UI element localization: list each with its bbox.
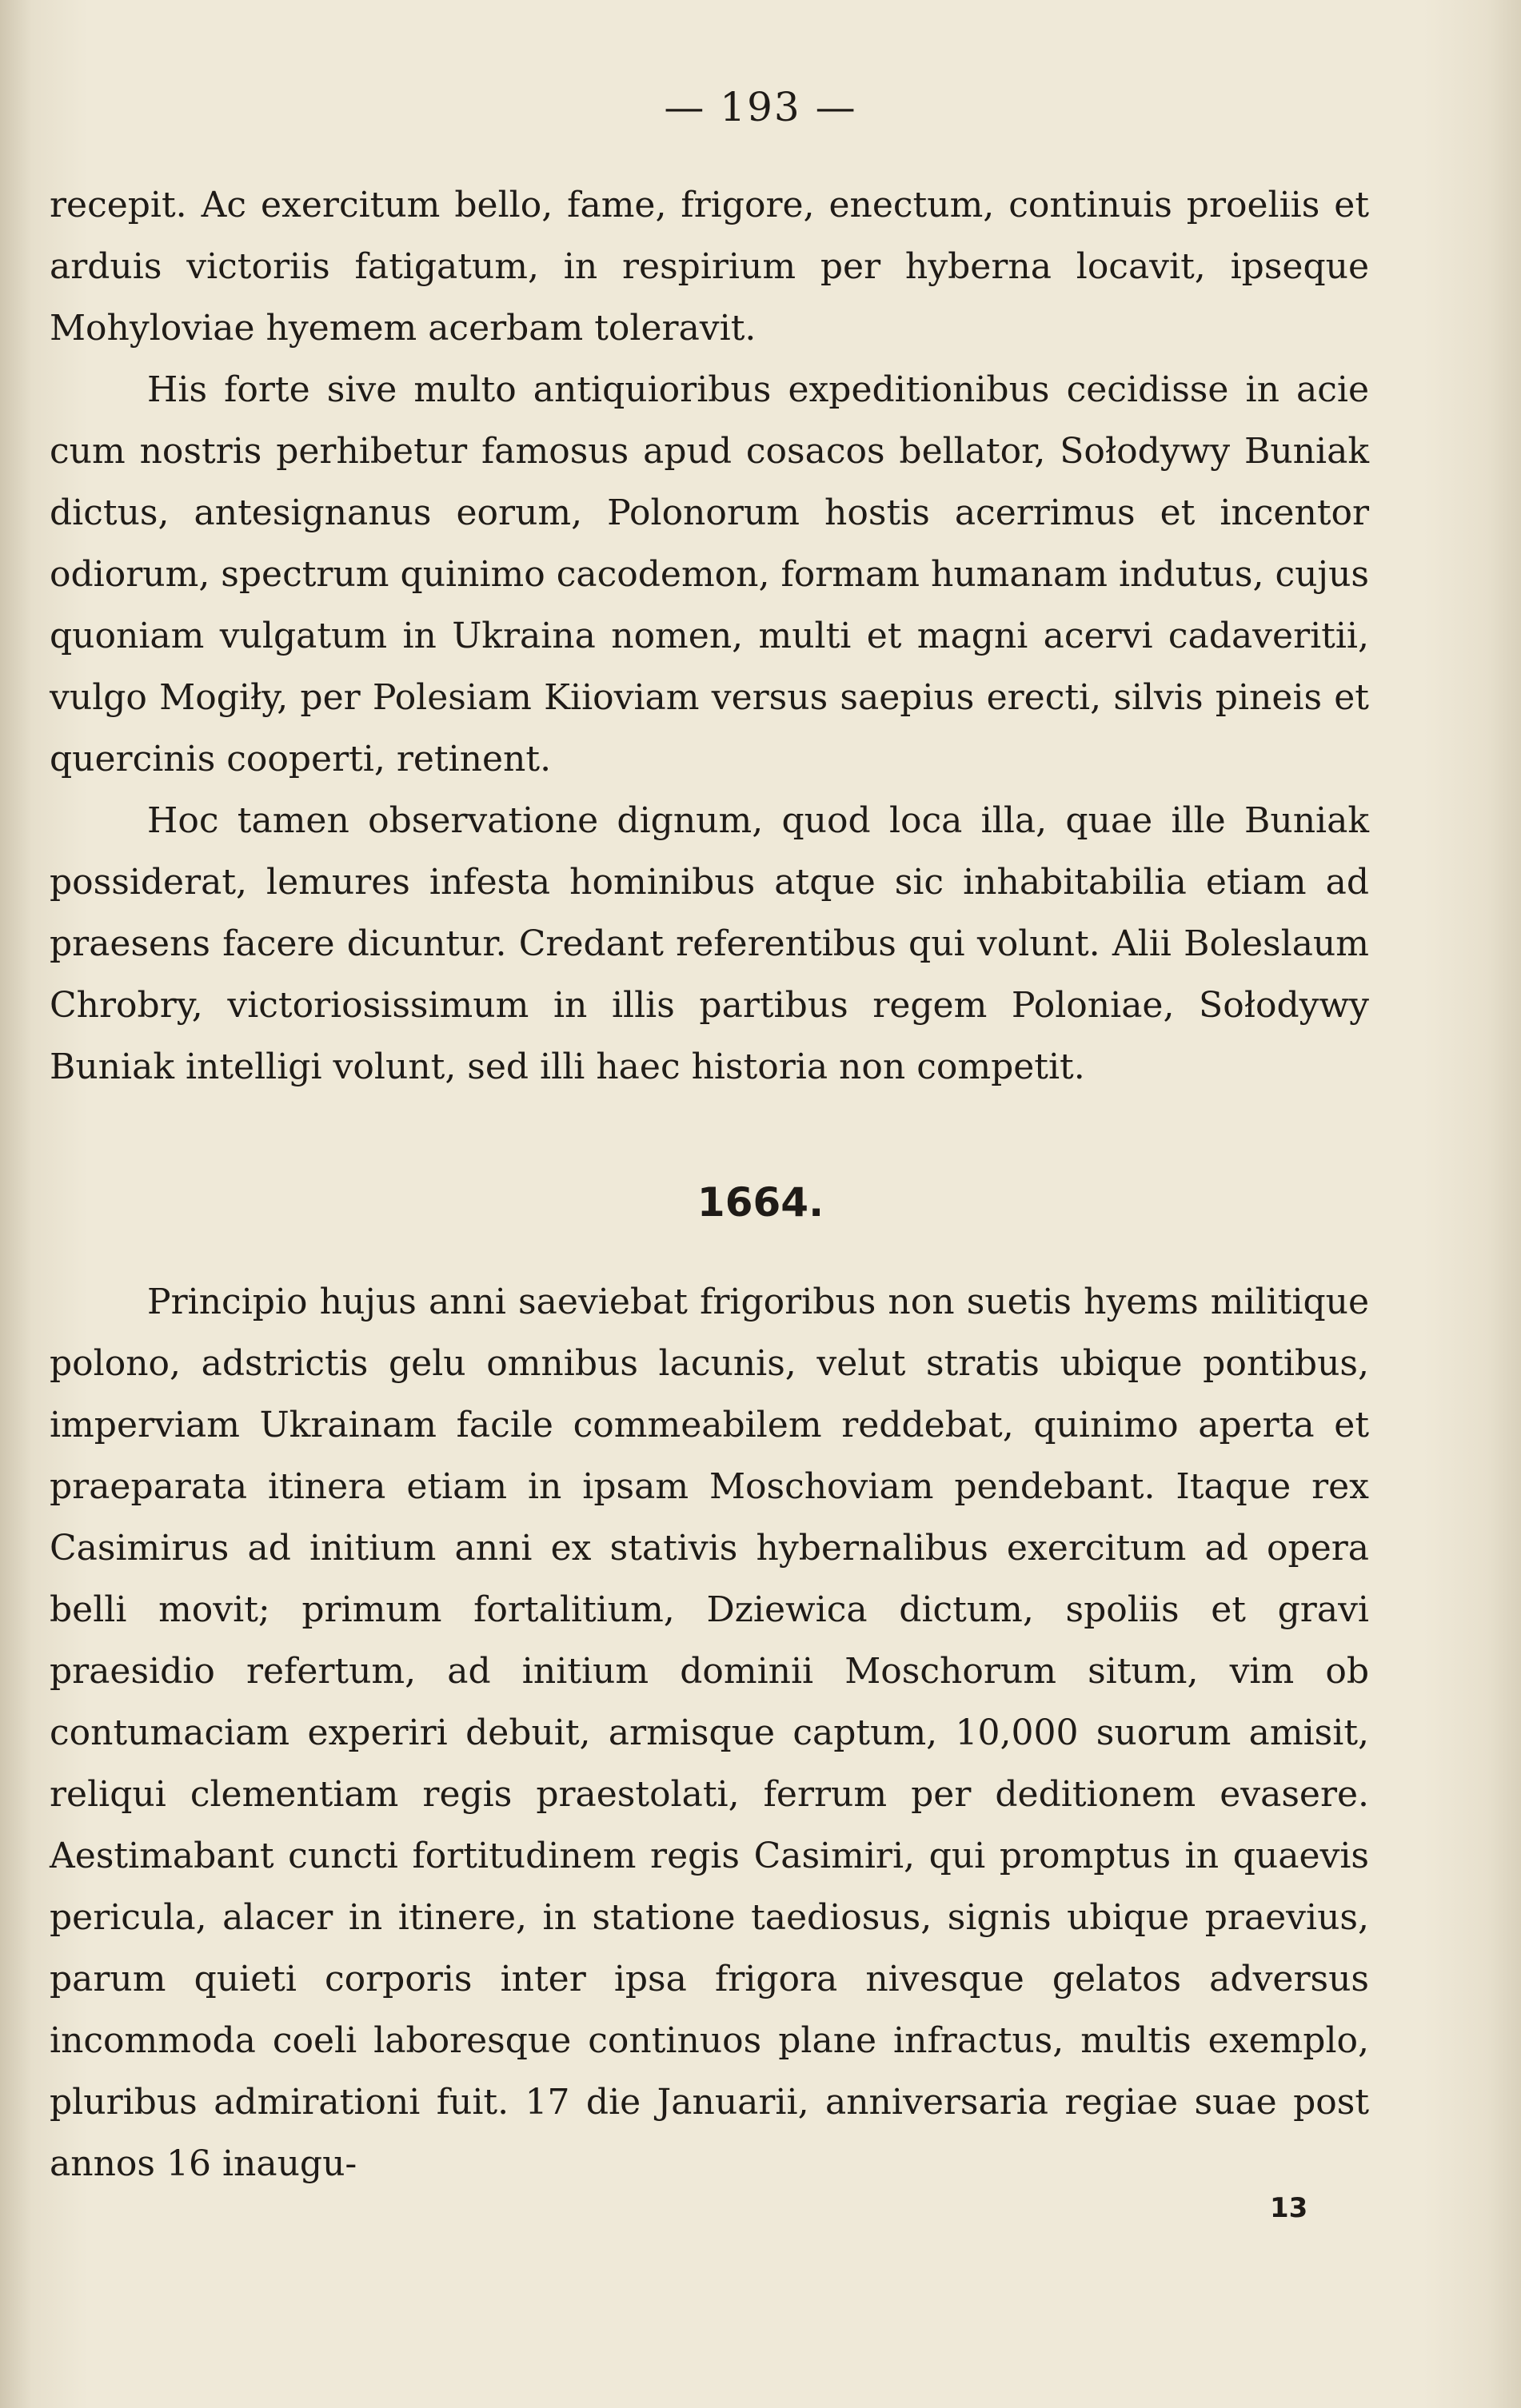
paragraph: recepit. Ac exercitum bello, fame, frigore, enectum, continuis proeliis et arduis victoriis fatigatum, in respirium per hyberna locavit, ipseque Mohyloviae hyemem acerbam toleravit. xyxy=(50,185,1369,349)
text-section-2 xyxy=(50,1271,1369,2195)
paragraph: Principio hujus anni saeviebat frigoribus non suetis hyems militique polono, adstrictis gelu omnibus lacunis, velut stratis ubique pontibus, imperviam Ukrainam facile commeabilem reddebat, quinimo aperta et praeparata itinera etiam in ipsam Moschoviam pendebant. Itaque rex Casimirus ad initium anni ex stativis hybernalibus exercitum ad opera belli movit; primum fortalitium, Dziewica dictum, spoliis et gravi praesidio refertum, ad initium dominii Moschorum situm, vim ob contumaciam experiri debuit, armisque captum, 10,000 suorum amisit, reliqui clementiam regis praestolati, ferrum per deditionem evasere. Aestimabant cuncti fortitudinem regis Casimiri, qui promptus in quaevis pericula, alacer in itinere, in statione taediosus, signis ubique praevius, parum quieti corporis inter ipsa frigora nivesque gelatos adversus incommoda coeli laboresque continuos plane infractus, multis exemplo, pluribus admirationi fuit. 17 die Januarii, anniversaria regiae suae post annos 16 inaugu- xyxy=(50,1282,1369,2184)
text-section-1 xyxy=(50,174,1369,1098)
paragraph: Hoc tamen observatione dignum, quod loca illa, quae ille Buniak possiderat, lemures infesta hominibus atque sic inhabitabilia etiam ad praesens facere dicuntur. Credant referentibus qui volunt. Alii Boleslaum Chrobry, victoriosissimum in illis partibus regem Poloniae, Sołodywy Buniak intelligi volunt, sed illi haec historia non competit. xyxy=(50,800,1369,1087)
page-number: — 193 — xyxy=(664,84,857,130)
paragraph: His forte sive multo antiquioribus expeditionibus cecidisse in acie cum nostris perhibetur famosus apud cosacos bellator, Sołodywy Buniak dictus, antesignanus eorum, Polonorum hostis acerrimus et incentor odiorum, spectrum quinimo cacodemon, formam humanam indutus, cujus quoniam vulgatum in Ukraina nomen, multi et magni acervi cadaveritii, vulgo Mogiły, per Polesiam Kiioviam versus saepius erecti, silvis pineis et quercinis cooperti, retinent. xyxy=(50,369,1369,779)
signature-mark: 13 xyxy=(1270,2192,1308,2224)
year-heading: 1664. xyxy=(697,1179,824,1226)
